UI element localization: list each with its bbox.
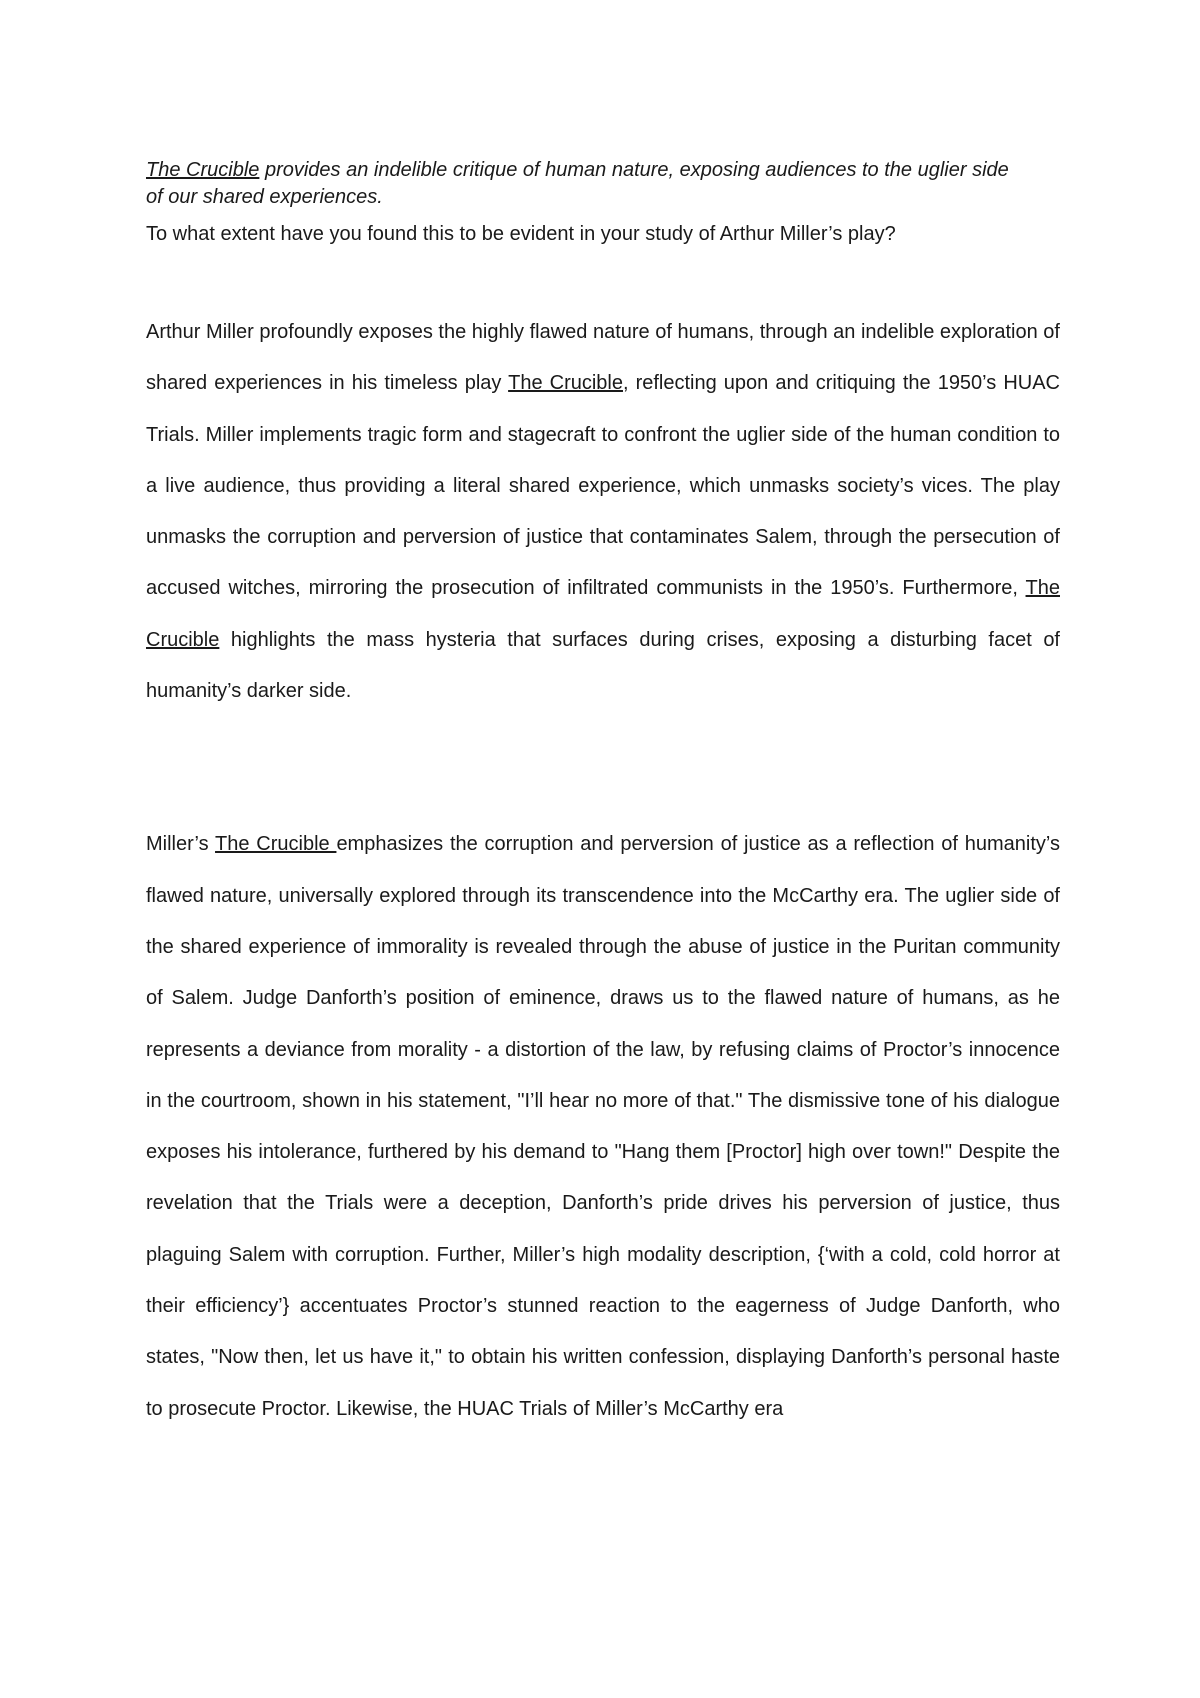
essay-question: To what extent have you found this to be evident in your study of Arthur Miller’s play? xyxy=(146,223,896,245)
paragraph-1-text-c: highlights the mass hysteria that surfaces during crises, exposing a disturbing facet of humanity’s darker side. xyxy=(146,628,1060,703)
paragraph-2-title: The Crucible xyxy=(215,833,337,856)
paragraph-2-text-a: Miller’s xyxy=(146,833,216,856)
paragraph-1-text-b: , reflecting upon and critiquing the 1950’s HUAC Trials. Miller implements tragic form and stagecraft to confront the uglier side of the human condition to a live audience, thus providing a literal shared experience, which unmasks society’s vices. The play unmasks the corruption and perversion of justice that contaminates Salem, through the persecution of accused witches, mirroring the prosecution of infiltrated communists in the 1950’s. Furthermore, xyxy=(146,372,1060,600)
paragraph-1 xyxy=(146,307,1060,717)
paragraph-2 xyxy=(146,819,1060,1435)
paragraph-1-title-a: The Crucible xyxy=(508,372,623,395)
paragraph-1-title-b: The Crucible xyxy=(146,577,1060,651)
prompt-title: The Crucible xyxy=(146,159,260,181)
essay-prompt xyxy=(146,157,1026,211)
paragraph-2-text-b: emphasizes the corruption and perversion of justice as a reflection of humanity’s flawed nature, universally explored through its transcendence into the McCarthy era. The uglier side of the shared experience of immorality is revealed through the abuse of justice in the Puritan community of Salem. Judge Danforth’s position of eminence, draws us to the flawed nature of humans, as he represents a deviance from morality - a distortion of the law, by refusing claims of Proctor’s innocence in the courtroom, shown in his statement, "I’ll hear no more of that." The dismissive tone of his dialogue exposes his intolerance, furthered by his demand to "Hang them [Proctor] high over town!" Despite the revelation that the Trials were a deception, Danforth’s pride drives his perversion of justice, thus plaguing Salem with corruption. Further, Miller’s high modality description, {‘with a cold, cold horror at their efficiency’} accentuates Proctor’s stunned reaction to the eagerness of Judge Danforth, who states, "Now then, let us have it," to obtain his written confession, displaying Danforth’s personal haste to prosecute Proctor. Likewise, the HUAC Trials of Miller’s McCarthy era xyxy=(146,833,1061,1420)
prompt-text: provides an indelible critique of human nature, exposing audiences to the uglier side of our shared experiences. xyxy=(146,159,1009,208)
paragraph-1-text-a: Arthur Miller profoundly exposes the highly flawed nature of humans, through an indelible exploration of shared experiences in his timeless play xyxy=(146,321,1060,395)
document-page xyxy=(146,157,1060,1435)
